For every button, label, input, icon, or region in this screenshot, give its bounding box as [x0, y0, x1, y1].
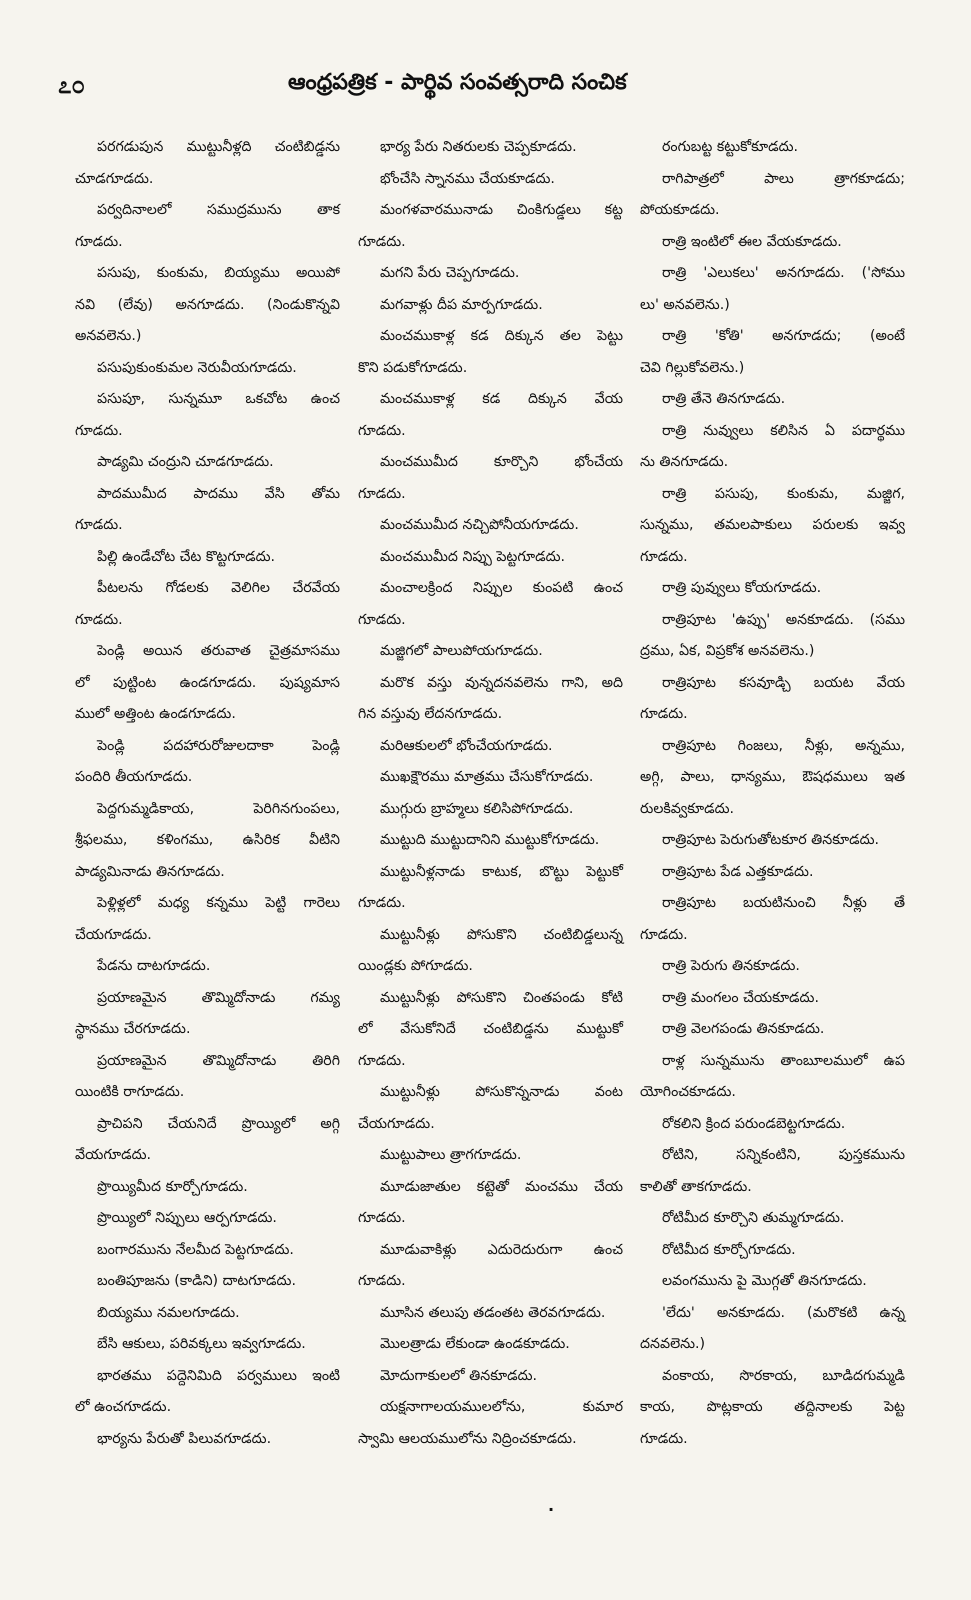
- column-1: [75, 132, 340, 1455]
- text-line: పాడ్యమి చంద్రుని చూడగూడదు.: [97, 454, 274, 470]
- text-line: భారతము పద్దెనిమిది పర్వములు ఇంటి: [97, 1367, 340, 1384]
- text-line: గూడదు.: [358, 611, 406, 628]
- text-line: పోయకూడదు.: [640, 202, 720, 218]
- text-line: గూడదు.: [358, 485, 406, 502]
- text-line: రాత్రి 'కోతి' అనగూడదు; (అంటే: [662, 328, 905, 344]
- text-line: మంచముమీద నిప్పు పెట్టగూడదు.: [380, 548, 566, 565]
- text-line: మూడువాకిళ్లు ఎదురెదురుగా ఉంచ: [380, 1241, 623, 1258]
- text-line: గూడదు.: [640, 706, 688, 722]
- text-line: గూడదు.: [640, 926, 688, 943]
- text-line: స్థానము చేరగూడదు.: [75, 1021, 191, 1037]
- text-line: ప్రయాణమైన తొమ్మిదోనాడు గమ్య: [97, 989, 340, 1006]
- text-line: పర్వదినాలలో సముద్రమును తాక: [97, 202, 340, 218]
- text-line: యింటికి రాగూడదు.: [75, 1084, 185, 1100]
- text-line: మూడుజాతుల కట్టెతో మంచము చేయ: [380, 1178, 623, 1195]
- text-line: పేడను దాటగూడదు.: [97, 958, 211, 974]
- text-line: సున్నము, తమలపాకులు పరులకు ఇవ్వ: [640, 517, 905, 533]
- text-line: రోటిమీద కూర్చొని తుమ్మగూడదు.: [662, 1210, 845, 1226]
- text-line: రోటిమీద కూర్చోగూడదు.: [662, 1241, 796, 1258]
- text-line: మంగళవారమునాడు చింకిగుడ్డలు కట్ట: [380, 202, 623, 218]
- text-line: భార్యను పేరుతో పిలువగూడదు.: [97, 1430, 272, 1447]
- text-line: పాడ్యమినాడు తినగూడదు.: [75, 863, 225, 880]
- text-line: ప్రాచిపని చేయనిదే ప్రొయ్యిలో అగ్గి: [97, 1115, 340, 1132]
- text-line: ప్రొయ్యిమీద కూర్చోగూడదు.: [97, 1178, 248, 1195]
- text-line: గూడదు.: [75, 233, 123, 250]
- text-line: గూడదు.: [358, 1273, 406, 1289]
- text-line: గూడదు.: [75, 422, 123, 439]
- text-line: భోంచేసి స్నానము చేయకూడదు.: [380, 170, 555, 187]
- text-line: గూడదు.: [358, 1210, 406, 1226]
- text-line: పసుపూ, సున్నమూ ఒకచోట ఉంచ: [97, 391, 340, 407]
- text-line: మోదుగాకులలో తినకూడదు.: [380, 1367, 538, 1384]
- text-line: మంచముమీద కూర్చొని భోంచేయ: [380, 454, 623, 470]
- text-line: ద్రము, ఏక, విప్రకోశ అనవలెను.): [640, 643, 815, 659]
- text-line: పెండ్లి అయిన తరువాత చైత్రమాసము: [97, 643, 340, 659]
- text-line: లో పుట్టింట ఉండగూడదు. పుష్యమాస: [75, 674, 340, 691]
- text-line: రంగుబట్ట కట్టుకోకూడదు.: [662, 139, 798, 155]
- text-line: లో ఉంచగూడదు.: [75, 1399, 172, 1415]
- text-line: పెద్దగుమ్మడికాయ, పెరిగినగుంపలు,: [97, 800, 340, 817]
- text-line: పెళ్లిళ్లలో మధ్య కన్నము పెట్టి గారెలు: [97, 895, 340, 911]
- text-line: రాత్రి ఇంటిలో ఈల వేయకూడదు.: [662, 233, 842, 250]
- text-line: గూడదు.: [75, 517, 123, 533]
- text-line: లు' అనవలెను.): [640, 296, 730, 313]
- running-title: ఆంధ్రపత్రిక - పార్థివ సంవత్సరాది సంచిక: [288, 70, 627, 95]
- text-line: రాత్రి పసుపు, కుంకుమ, మజ్జిగ,: [662, 485, 905, 502]
- text-line: రాత్రి పెరుగు తినకూడదు.: [662, 958, 800, 974]
- text-line: ముట్టునీళ్లు పోసుకొని చింతపండు కోటి: [380, 989, 623, 1006]
- text-line: అనవలెను.): [75, 328, 142, 344]
- text-line: కాలితో తాకగూడదు.: [640, 1178, 752, 1195]
- text-line: పెండ్లి పదహారురోజులదాకా పెండ్లి: [97, 737, 340, 754]
- text-line: రాత్రిపూట కసవూడ్చి బయట వేయ: [662, 674, 905, 691]
- text-line: గూడదు.: [640, 1430, 688, 1447]
- text-line: కాయ, పొట్లకాయ తద్దినాలకు పెట్ట: [640, 1399, 905, 1415]
- text-line: యిండ్లకు పోగూడదు.: [358, 958, 473, 974]
- text-line: చెవి గిల్లుకోవలెను.): [640, 359, 745, 376]
- text-line: మంచముకాళ్ల కడ దిక్కున వేయ: [380, 391, 623, 407]
- text-line: యక్షనాగాలయములలోను, కుమార: [380, 1399, 623, 1415]
- text-line: గూడదు.: [358, 233, 406, 250]
- text-line: బంతిపూజను (కాడిని) దాటగూడదు.: [97, 1273, 296, 1289]
- text-line: గూడదు.: [75, 611, 123, 628]
- text-line: రోకలిని క్రింద పరుండబెట్టగూడదు.: [662, 1115, 846, 1132]
- text-line: రాత్రి మంగలం చేయకూడదు.: [662, 989, 819, 1006]
- text-line: ములో అత్తింట ఉండగూడదు.: [75, 706, 236, 722]
- text-line: పసుపుకుంకుమల నెరువీయగూడదు.: [97, 359, 297, 376]
- text-line: మగవాళ్లు దీప మార్పగూడదు.: [380, 296, 543, 313]
- text-line: ముట్టునీళ్లనాడు కాటుక, బొట్టు పెట్టుకో: [380, 863, 623, 880]
- text-line: భార్య పేరు నితరులకు చెప్పకూడదు.: [380, 139, 577, 155]
- text-line: మూసిన తలుపు తడంతట తెరవగూడదు.: [380, 1304, 606, 1321]
- text-line: శ్రీఫలము, కళింగము, ఉసిరిక వీటిని: [75, 832, 340, 848]
- text-line: పందిరి తీయగూడదు.: [75, 769, 193, 785]
- text-line: రాత్రిపూట బయటినుంచి నీళ్లు తే: [662, 895, 905, 911]
- text-line: స్వామి ఆలయములోను నిద్రించకూడదు.: [358, 1430, 577, 1447]
- text-line: మరిఆకులలో భోంచేయగూడదు.: [380, 737, 553, 754]
- text-line: నవి (లేవు) అనగూడదు. (నిండుకొన్నవి: [75, 296, 340, 313]
- text-line: వంకాయ, సొరకాయ, బూడిదగుమ్మడి: [662, 1367, 905, 1384]
- text-line: మజ్జిగలో పాలుపోయగూడదు.: [380, 643, 543, 659]
- text-line: రాత్రిపూట 'ఉప్పు' అనకూడదు. (సము: [662, 611, 905, 628]
- text-line: పరగడుపున ముట్టునీళ్లది చంటిబిడ్డను: [97, 139, 340, 155]
- text-line: రాత్రి వెలగపండు తినకూడదు.: [662, 1021, 825, 1037]
- text-line: మొలత్రాడు లేకుండా ఉండకూడదు.: [380, 1336, 570, 1352]
- text-line: పాదముమీద పాదము వేసి తోమ: [97, 485, 340, 502]
- text-line: ముట్టుది ముట్టుదానిని ముట్టుకోగూడదు.: [380, 832, 600, 848]
- text-line: చేయగూడదు.: [75, 926, 152, 943]
- text-line: 'లేదు' అనకూడదు. (మరొకటి ఉన్న: [662, 1304, 905, 1321]
- text-line: రులకివ్వకూడదు.: [640, 800, 735, 817]
- footer-mark: ·: [548, 1500, 555, 1519]
- text-line: లో వేసుకోనిదే చంటిబిడ్డను ముట్టుకో: [358, 1021, 623, 1037]
- text-line: ముగ్గురు బ్రాహ్మలు కలిసిపోగూడదు.: [380, 800, 574, 817]
- text-line: యోగించకూడదు.: [640, 1084, 736, 1100]
- text-line: పిల్లి ఉండేచోట చేట కొట్టగూడదు.: [97, 548, 276, 565]
- text-line: మరొక వస్తు వున్నదనవలెను గాని, అది: [380, 674, 623, 691]
- text-line: గూడదు.: [358, 422, 406, 439]
- text-line: చేయగూడదు.: [358, 1115, 435, 1132]
- text-line: ముట్టుపాలు త్రాగగూడదు.: [380, 1147, 522, 1163]
- text-line: రాత్రి తేనె తినగూడదు.: [662, 391, 786, 407]
- text-line: ను తినగూడదు.: [640, 454, 729, 470]
- text-line: అగ్గి, పాలు, ధాన్యము, ఔషధములు ఇత: [640, 769, 905, 785]
- text-line: దనవలెను.): [640, 1336, 706, 1352]
- text-line: లవంగమును పై మొగ్గతో తినగూడదు.: [662, 1273, 867, 1289]
- page-header: [58, 70, 928, 110]
- text-line: రాత్రి నువ్వులు కలిసిన ఏ పదార్థము: [662, 422, 905, 439]
- text-line: రాళ్ల సున్నమును తాంబూలములో ఉప: [662, 1052, 905, 1069]
- text-line: గూడదు.: [640, 548, 688, 565]
- text-line: పసుపు, కుంకుమ, బియ్యము అయిపో: [97, 265, 340, 281]
- text-line: రాత్రిపూట పెరుగుతోటకూర తినకూడదు.: [662, 832, 880, 848]
- text-line: ప్రయాణమైన తొమ్మిదోనాడు తిరిగి: [97, 1052, 340, 1069]
- text-line: మగని పేరు చెప్పగూడదు.: [380, 265, 520, 281]
- text-line: రోటిని, సన్నికంటిని, పుస్తకమును: [662, 1147, 905, 1163]
- text-line: కొని పడుకోగూడదు.: [358, 359, 468, 376]
- text-line: రాత్రి 'ఎలుకలు' అనగూడదు. ('సోము: [662, 265, 905, 281]
- text-line: ముట్టునీళ్లు పోసుకొన్ననాడు వంట: [380, 1084, 623, 1100]
- text-line: గూడదు.: [358, 895, 406, 911]
- page-number: ೭೦: [58, 70, 85, 99]
- text-line: పీటలను గోడలకు వెలిగిల చేరవేయ: [97, 580, 340, 596]
- text-line: మంచాలక్రింద నిప్పుల కుంపటి ఉంచ: [380, 580, 623, 596]
- text-line: మంచముమీద నచ్చిపోనీయగూడదు.: [380, 517, 579, 533]
- text-line: రాగిపాత్రలో పాలు త్రాగకూడదు;: [662, 170, 905, 187]
- text-columns: [75, 132, 905, 1502]
- text-line: ప్రొయ్యిలో నిప్పులు ఆర్పగూడదు.: [97, 1210, 277, 1226]
- text-line: రాత్రి పువ్వులు కోయగూడదు.: [662, 580, 822, 596]
- text-line: గూడదు.: [358, 1052, 406, 1069]
- text-line: బంగారమును నేలమీద పెట్టగూడదు.: [97, 1241, 294, 1258]
- text-line: మంచముకాళ్ల కడ దిక్కున తల పెట్టు: [380, 328, 623, 344]
- text-line: ముట్టునీళ్లు పోసుకొని చంటిబిడ్డలున్న: [380, 926, 623, 943]
- text-line: రాత్రిపూట పేడ ఎత్తకూడదు.: [662, 863, 814, 880]
- column-2: [358, 132, 623, 1455]
- column-3: [640, 132, 905, 1455]
- text-line: రాత్రిపూట గింజలు, నీళ్లు, అన్నము,: [662, 737, 905, 754]
- text-line: ముఖక్షౌరము మాత్రము చేసుకోగూడదు.: [380, 769, 594, 785]
- text-line: వేయగూడదు.: [75, 1147, 152, 1163]
- text-line: బియ్యము నమలగూడదు.: [97, 1304, 240, 1321]
- text-line: బేసి ఆకులు, పరివక్కలు ఇవ్వగూడదు.: [97, 1336, 306, 1352]
- text-line: చూడగూడదు.: [75, 170, 154, 187]
- text-line: గిన వస్తువు లేదనగూడదు.: [358, 706, 503, 722]
